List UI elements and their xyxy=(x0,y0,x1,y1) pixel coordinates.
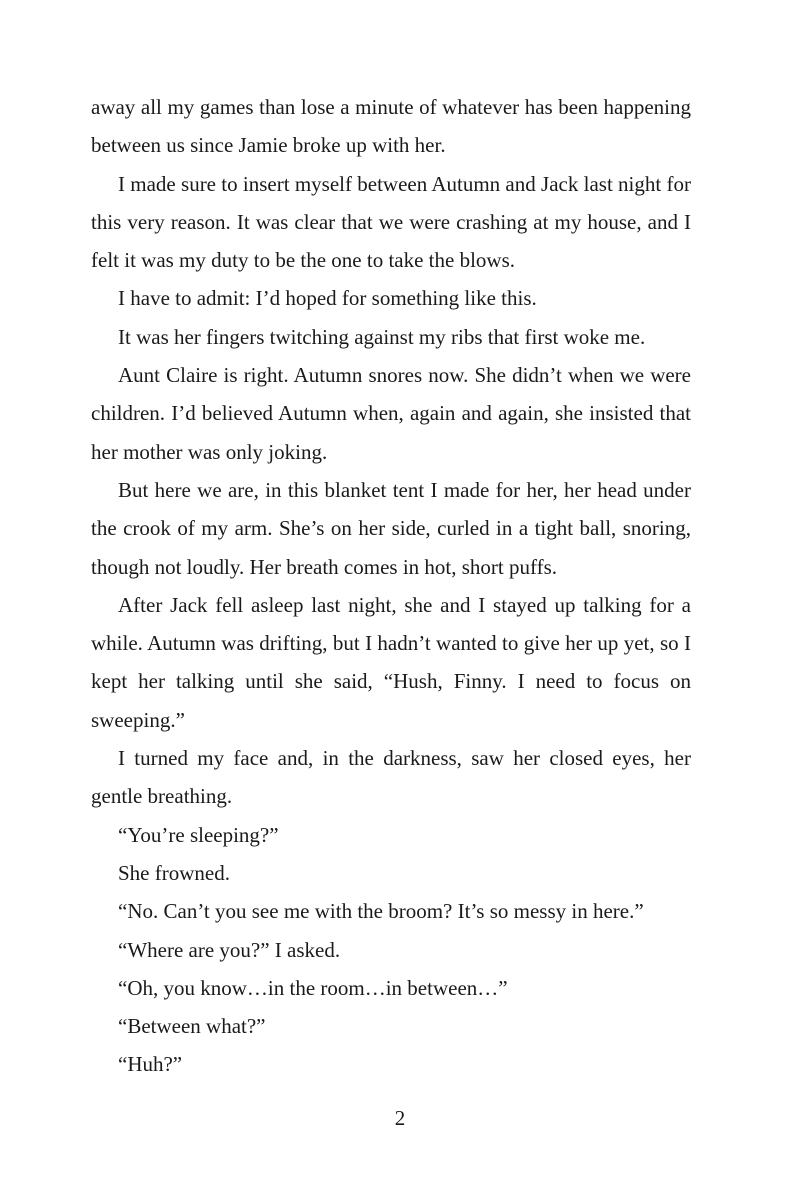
paragraph: “You’re sleeping?” xyxy=(118,822,279,847)
body-text xyxy=(91,88,691,1084)
paragraph: I turned my face and, in the darkness, saw her closed eyes, her gentle breathing. xyxy=(91,746,691,809)
paragraph: “Oh, you know…in the room…in between…” xyxy=(118,975,508,1000)
paragraph: away all my games than lose a minute of whatever has been happening between us since Jamie broke up with her. xyxy=(91,95,691,158)
paragraph: “Between what?” xyxy=(118,1014,266,1039)
paragraph: It was her fingers twitching against my ribs that first woke me. xyxy=(118,324,646,349)
paragraph: After Jack fell asleep last night, she and I stayed up talking for a while. Autumn was drifting, but I hadn’t wanted to give her up yet, so I kept her talking until she said, “Hush, Finny. I need to focus on sweeping.” xyxy=(91,592,691,732)
paragraph: But here we are, in this blanket tent I made for her, her head under the crook of my arm. She’s on her side, curled in a tight ball, snoring, though not loudly. Her breath comes in hot, short puffs. xyxy=(91,477,691,579)
paragraph: I made sure to insert myself between Autumn and Jack last night for this very reason. It was clear that we were crashing at my house, and I felt it was my duty to be the one to take the blows. xyxy=(91,171,691,273)
paragraph: “No. Can’t you see me with the broom? It’s so messy in here.” xyxy=(118,899,644,924)
paragraph: She frowned. xyxy=(118,860,230,885)
paragraph: I have to admit: I’d hoped for something like this. xyxy=(118,286,537,311)
paragraph: “Huh?” xyxy=(118,1052,183,1077)
paragraph: Aunt Claire is right. Autumn snores now. She didn’t when we were children. I’d believed Autumn when, again and again, she insisted that her mother was only joking. xyxy=(91,363,691,464)
paragraph: “Where are you?” I asked. xyxy=(118,937,341,962)
page-number: 2 xyxy=(394,1106,406,1130)
